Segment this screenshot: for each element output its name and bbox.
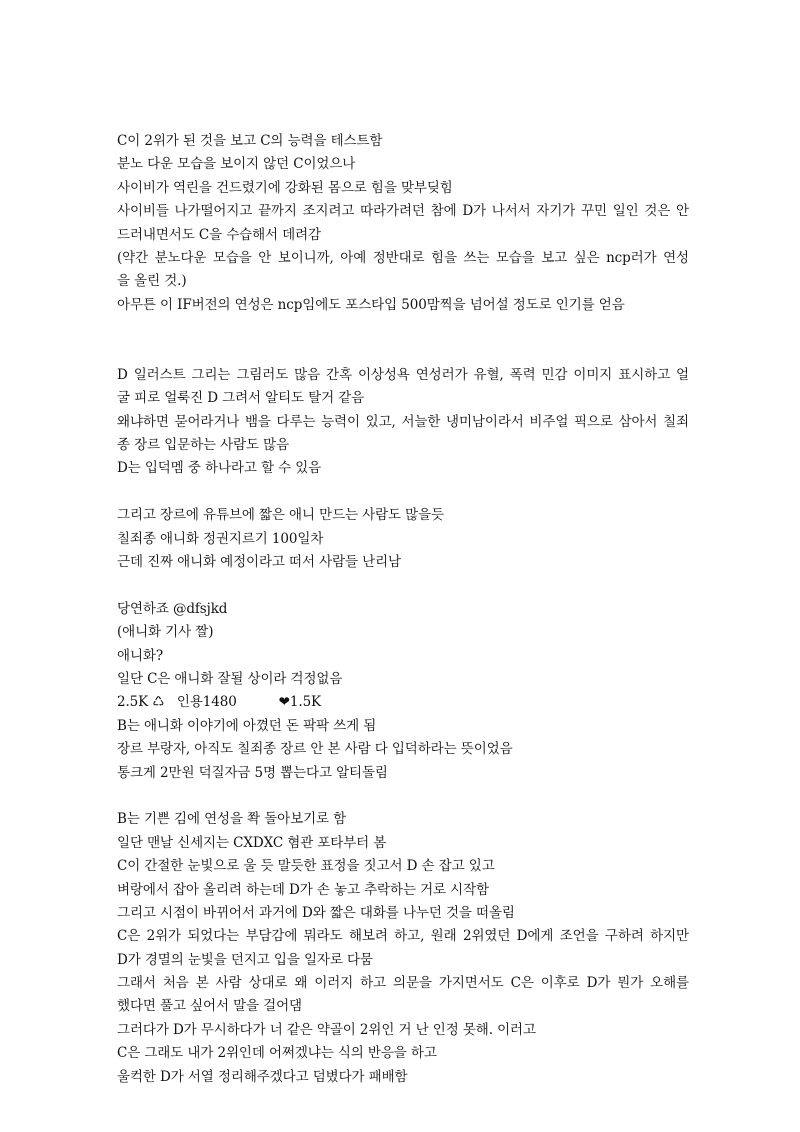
text-line: B는 애니화 이야기에 아꼈던 돈 팍팍 쓰게 됨 [117,717,377,734]
text-line: 그리고 장르에 유튜브에 짧은 애니 만드는 사람도 많을듯 [117,507,444,524]
text-line: 일단 맨날 신세지는 CXDXC 혐관 포타부터 봄 [117,834,387,851]
text-line: (애니화 기사 짤) [117,624,214,641]
document-body [117,130,689,1089]
text-line: 애니화? [117,647,163,664]
blank-line [117,317,689,340]
text-line: 근데 진짜 애니화 예정이라고 떠서 사람들 난리남 [117,554,401,571]
paragraph [117,130,689,317]
text-line: 을 올린 것.) [117,273,187,290]
text-line: 일단 C은 애니화 잘될 상이라 걱정없음 [117,670,343,687]
text-line: 칠죄종 애니화 정권지르기 100일차 [117,530,324,547]
blank-line [117,341,689,364]
paragraph [117,808,689,1089]
blank-line [117,481,689,504]
text-line: C은 그래도 내가 2위인데 어쩌겠냐는 식의 반응을 하고 [117,1045,437,1062]
text-line: 분노 다운 모습을 보이지 않던 C이었으나 [117,156,356,173]
text-line: 그러다가 D가 무시하다가 너 같은 약골이 2위인 거 난 인정 못해. 이러고 [117,1021,536,1038]
text-line: 당연하죠 @dfsjkd [117,600,228,617]
text-line: D가 경멸의 눈빛을 던지고 입을 일자로 다뭄 [117,951,373,968]
text-line: 했다면 풀고 싶어서 말을 걸어댐 [117,998,302,1015]
text-line: C은 2위가 되었다는 부담감에 뭐라도 해보려 하고, 원래 2위였던 D에게 조언을 구하려 하지만 [117,928,689,945]
text-line: 사이비가 역린을 건드렸기에 강화된 몸으로 힘을 맞부딪힘 [117,179,453,196]
text-line: 그리고 시점이 바뀌어서 과거에 D와 짧은 대화를 나누던 것을 떠올림 [117,904,515,921]
text-line: 굴 피로 얼룩진 D 그려서 알티도 탈거 같음 [117,390,365,407]
text-line: 왜냐하면 묻어라거나 뱀을 다루는 능력이 있고, 서늘한 냉미남이라서 비주얼 픽으로 삼아서 칠죄 [117,413,689,430]
text-line: 2.5K ♺ 인용1480 ❤1.5K [117,694,322,711]
blank-line [117,574,689,597]
paragraph [117,504,689,574]
text-line: 벼랑에서 잡아 올리려 하는데 D가 손 놓고 추락하는 거로 시작함 [117,881,489,898]
paragraph [117,364,689,481]
text-line: C이 2위가 된 것을 보고 C의 능력을 테스트함 [117,133,383,149]
paragraph [117,598,689,785]
text-line: C이 간절한 눈빛으로 울 듯 말듯한 표정을 짓고서 D 손 잡고 있고 [117,858,495,875]
text-line: D는 입덕멤 중 하나라고 할 수 있음 [117,460,322,477]
text-line: B는 기쁜 김에 연성을 쫙 돌아보기로 함 [117,811,347,828]
text-line: 장르 부랑자, 아직도 칠죄종 장르 안 본 사람 다 입덕하라는 뜻이었음 [117,741,513,758]
text-line: 드러내면서도 C을 수습해서 데려감 [117,226,321,243]
text-line: 울컥한 D가 서열 정리해주겠다고 덤볐다가 패배함 [117,1068,408,1085]
text-line: 사이비들 나가떨어지고 끝까지 조지려고 따라가려던 참에 D가 나서서 자기가 꾸민 일인 것은 안 [117,203,689,220]
text-line: 종 장르 입문하는 사람도 많음 [117,437,290,454]
text-line: D 일러스트 그리는 그림러도 많음 간혹 이상성욕 연성러가 유혈, 폭력 민감 이미지 표시하고 얼 [117,366,689,383]
text-line: 그래서 처음 본 사람 상대로 왜 이러지 하고 의문을 가지면서도 C은 이후로 D가 뭔가 오해를 [117,975,689,992]
text-line: 통크게 2만원 덕질자금 5명 뽑는다고 알티돌림 [117,764,388,781]
text-line: (약간 분노다운 모습을 안 보이니까, 아예 정반대로 힘을 쓰는 모습을 보고 싶은 ncp러가 연성 [117,249,689,266]
blank-line [117,785,689,808]
text-line: 아무튼 이 IF버전의 연성은 ncp임에도 포스타입 500맘찍을 넘어설 정도로 인기를 얻음 [117,296,625,313]
